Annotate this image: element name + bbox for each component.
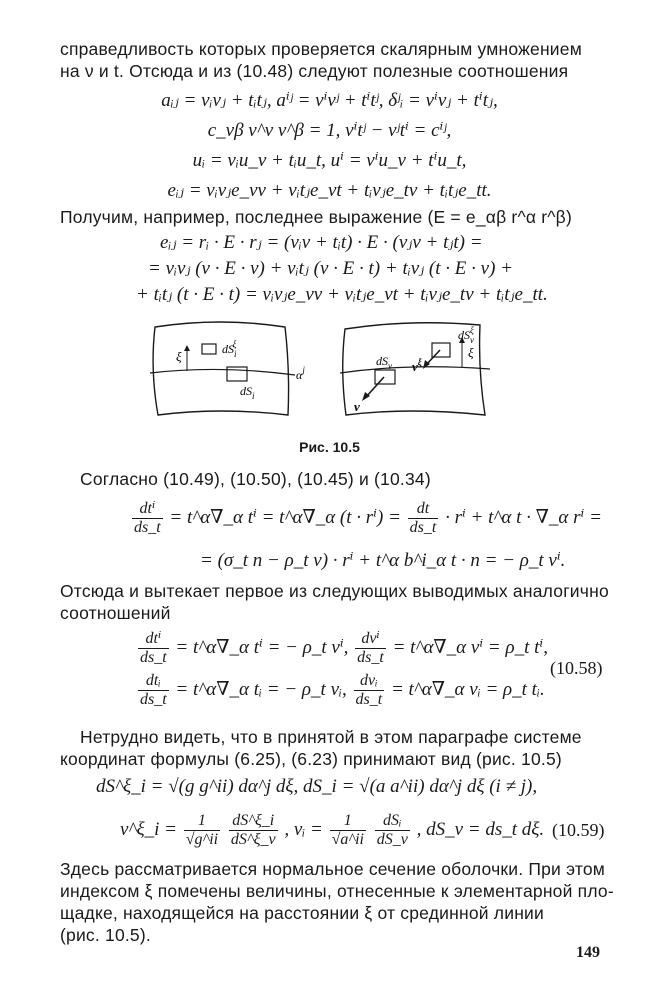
- equation-part: = t^α∇_α νᵢ = ρ_t tᵢ.: [390, 679, 545, 700]
- equation-derivative-result: = (σ_t n − ρ_t ν) · rⁱ + t^α b^i_α t · n = − ρ_t νⁱ.: [200, 550, 566, 571]
- fraction-numerator: dνⁱ: [355, 630, 386, 649]
- equation-area-elements: dS^ξ_i = √(g g^ii) dα^j dξ, dS_i = √(a a^ii) dα^j dξ (i ≠ j),: [96, 776, 538, 797]
- label-ds-xi-left-main: dS: [222, 342, 234, 356]
- fraction-numerator: dt: [408, 500, 439, 519]
- equation-derivative-t-part: = t^α∇_α tⁱ = t^α∇_α (t · rⁱ) =: [169, 507, 401, 528]
- paragraph-4-line-1: Отсюда и вытекает первое из следующих выводимых аналогично: [60, 581, 609, 601]
- fraction-numerator: dtⁱ: [132, 500, 163, 519]
- label-xi-right: ξ: [468, 345, 474, 360]
- equation-10-58-row-1: [136, 628, 548, 668]
- fraction-numerator: 1: [330, 812, 366, 831]
- equation-derivation-line-1: eᵢⱼ = rᵢ · E · rⱼ = (νᵢν + tᵢt) · E · (νⱼν + tⱼt) =: [160, 232, 483, 253]
- fraction-dt-dst-2: [408, 500, 439, 537]
- fraction-denominator: ds_t: [357, 649, 384, 667]
- fraction: [138, 672, 169, 709]
- equation-10-58-row-2: [136, 670, 545, 710]
- fraction-denominator: ds_t: [355, 691, 383, 709]
- fraction-denominator: dS_ν: [376, 831, 408, 849]
- paragraph-3-line-1: Согласно (10.49), (10.50), (10.45) и (10.34): [80, 469, 431, 489]
- fraction: [229, 812, 278, 849]
- label-alpha-j: [296, 365, 305, 382]
- paragraph-6-line-2: индексом ξ помечены величины, отнесенные к элементарной пло-: [60, 881, 614, 901]
- equation-derivation-line-2: = νᵢνⱼ (ν · E · ν) + νᵢtⱼ (ν · E · t) + tᵢνⱼ (t · E · ν) +: [148, 258, 513, 279]
- fraction-denominator: ds_t: [140, 649, 167, 667]
- paragraph-5-line-1: Нетрудно видеть, что в принятой в этом параграфе системе: [80, 727, 582, 747]
- label-nu-xi: [412, 357, 422, 374]
- fraction: [184, 812, 220, 849]
- label-ds-xi-left-sup: ξ: [232, 339, 237, 349]
- fraction: [138, 630, 169, 667]
- label-ds-xi-right-sub: ν: [470, 335, 474, 345]
- paragraph-2-line-1: Получим, например, последнее выражение (E = e_αβ r^α r^β): [60, 207, 572, 227]
- fraction: [355, 630, 386, 667]
- equation-part: = t^α∇_α tᵢ = − ρ_t νᵢ,: [175, 679, 347, 700]
- equation-part: ν^ξ_i =: [120, 819, 177, 840]
- equation-part: = t^α∇_α tⁱ = − ρ_t νⁱ,: [175, 637, 349, 658]
- fraction-denominator: ds_t: [134, 519, 161, 537]
- label-alpha-sup: j: [302, 365, 305, 375]
- label-ds-nu-sub: ν: [388, 361, 392, 371]
- fraction-numerator: dSᵢ: [375, 812, 410, 831]
- fraction-numerator: dνᵢ: [354, 672, 385, 691]
- equation-part: , νᵢ =: [284, 819, 323, 840]
- equation-derivative-t: [130, 498, 602, 538]
- paragraph-6-line-4: (рис. 10.5).: [60, 925, 151, 945]
- fraction-numerator: dtⁱ: [138, 630, 169, 649]
- label-ds-xi-left-sub: i: [234, 349, 237, 359]
- equation-10-59: [120, 810, 544, 850]
- fraction: [330, 812, 366, 849]
- fraction-numerator: dtᵢ: [138, 672, 169, 691]
- label-ds-nu-main: dS: [376, 354, 388, 368]
- equation-displacement: uᵢ = νᵢu_ν + tᵢu_t, uⁱ = νⁱu_ν + tⁱu_t,: [192, 150, 467, 171]
- figure-10-5: [140, 315, 540, 430]
- equation-derivative-t-tail: · rⁱ + t^α t · ∇_α rⁱ =: [445, 507, 602, 528]
- fraction-denominator: √a^ii: [331, 831, 364, 849]
- equation-strain-decomposition: eᵢⱼ = νᵢνⱼe_νν + νᵢtⱼe_νt + tᵢνⱼe_tν + tᵢtⱼe_tt.: [167, 180, 492, 201]
- label-nu-xi-sup: ξ: [417, 357, 422, 367]
- equation-part: = t^α∇_α νⁱ = ρ_t tⁱ,: [392, 637, 548, 658]
- paragraph-1-line-2: на ν и t. Отсюда и из (10.48) следуют полезные соотношения: [60, 61, 569, 81]
- equation-number-10-59: (10.59): [552, 820, 605, 840]
- figure-caption: Рис. 10.5: [299, 439, 360, 455]
- paragraph-4-line-2: соотношений: [60, 603, 171, 623]
- label-ds-i-main: dS: [240, 384, 252, 398]
- label-ds-xi-right-main: dS: [458, 328, 470, 342]
- equation-number-10-58: (10.58): [550, 658, 603, 678]
- fraction-denominator: ds_t: [409, 519, 437, 537]
- label-ds-i: [240, 384, 255, 401]
- fraction-denominator: ds_t: [140, 691, 167, 709]
- fraction-denominator: √g^ii: [185, 831, 219, 849]
- fraction-numerator: dS^ξ_i: [229, 812, 278, 831]
- paragraph-5-line-2: координат формулы (6.25), (6.23) принимают вид (рис. 10.5): [60, 749, 562, 769]
- paragraph-6-line-3: щадке, находящейся на расстоянии ξ от срединной линии: [60, 903, 545, 923]
- figure-left-panel: [150, 322, 305, 415]
- paragraph-1-line-1: справедливость которых проверяется скалярным умножением: [60, 39, 582, 59]
- equation-part: , dS_ν = ds_t dξ.: [416, 819, 545, 840]
- fraction-denominator: dS^ξ_ν: [230, 831, 276, 849]
- label-ds-i-sub: i: [252, 391, 255, 401]
- label-nu-xi-main: ν: [412, 359, 418, 374]
- equation-derivation-line-3: + tᵢtⱼ (t · E · t) = νᵢνⱼe_νν + νᵢtⱼe_νt + tᵢνⱼe_tν + tᵢtⱼe_tt.: [136, 284, 548, 305]
- figure-right-panel: [340, 323, 490, 415]
- label-ds-xi-left: [222, 339, 237, 359]
- label-alpha-main: α: [296, 368, 303, 382]
- fraction-dt-dst: [132, 500, 163, 537]
- equation-normalization: c_νβ ν^ν ν^β = 1, νⁱtʲ − νʲtⁱ = cⁱʲ,: [207, 120, 452, 141]
- label-ds-xi-right-sup: ξ: [470, 325, 474, 335]
- fraction-numerator: 1: [184, 812, 220, 831]
- fraction: [354, 672, 385, 709]
- fraction: [375, 812, 410, 849]
- paragraph-6-line-1: Здесь рассматривается нормальное сечение оболочки. При этом: [60, 859, 606, 879]
- page-number: 149: [576, 944, 600, 961]
- equation-metric-components: aᵢⱼ = νᵢνⱼ + tᵢtⱼ, aⁱʲ = νⁱνʲ + tⁱtʲ, δʲᵢ = νⁱνⱼ + tⁱtⱼ,: [161, 90, 498, 111]
- label-nu: ν: [354, 399, 360, 414]
- label-xi-left: ξ: [176, 349, 182, 364]
